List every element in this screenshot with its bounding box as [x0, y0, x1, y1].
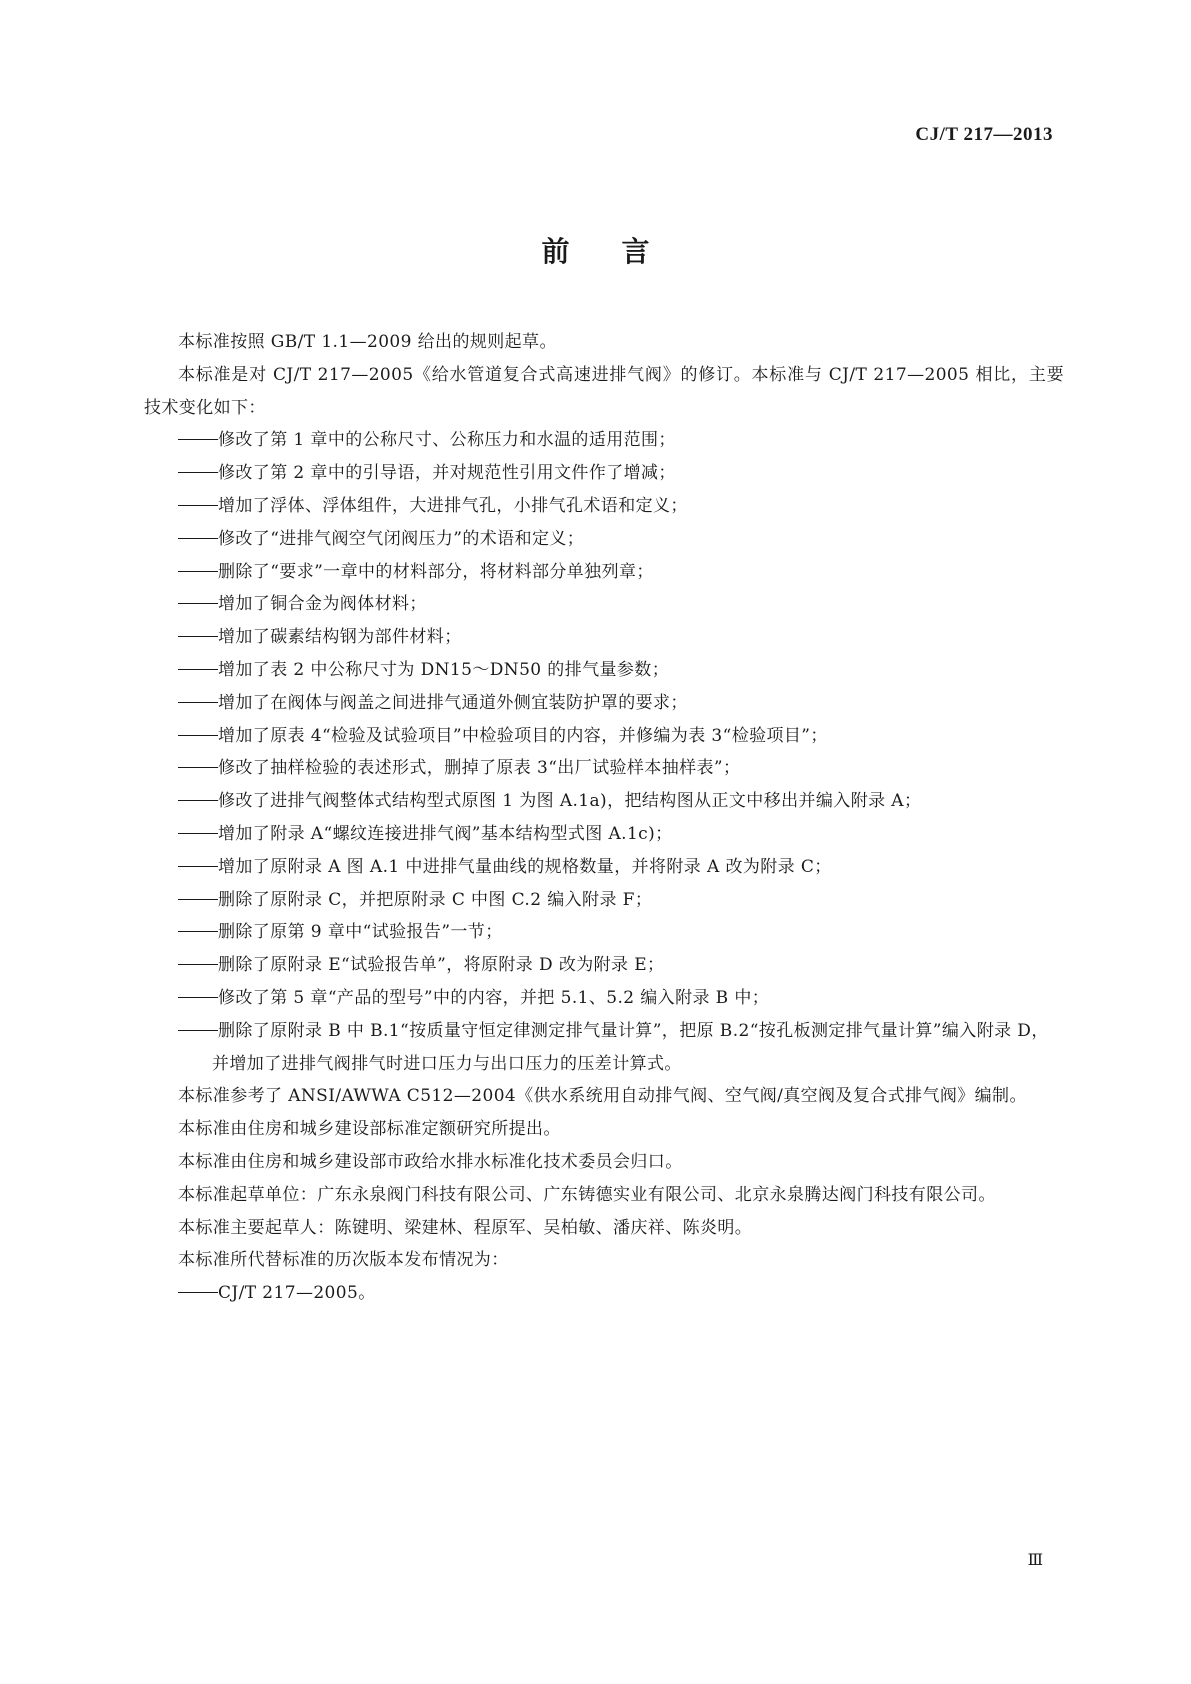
list-item-text: 增加了表 2 中公称尺寸为 DN15～DN50 的排气量参数；: [218, 659, 670, 680]
paragraph: 本标准参考了 ANSI/AWWA C512—2004《供水系统用自动排气阀、空气阀/真空阀及复合式排气阀》编制。: [178, 1086, 1027, 1107]
list-item: [144, 687, 1064, 720]
list-item-text: 删除了原附录 C，并把原附录 C 中图 C.2 编入附录 F；: [218, 889, 653, 910]
dash-bullet: [178, 669, 218, 670]
dash-bullet: [178, 472, 218, 473]
dash-bullet: [178, 1292, 218, 1293]
dash-bullet: [178, 702, 218, 703]
foreword-body: [144, 326, 1064, 1310]
dash-bullet: [178, 603, 218, 604]
list-item: [144, 720, 1064, 753]
list-item: [144, 556, 1064, 589]
list-item: [144, 949, 1064, 982]
list-item-text: 修改了第 2 章中的引导语，并对规范性引用文件作了增减；: [218, 463, 676, 484]
paragraph: 本标准由住房和城乡建设部市政给水排水标准化技术委员会归口。: [178, 1151, 683, 1172]
dash-bullet: [178, 439, 218, 440]
list-item-text: 删除了原第 9 章中“试验报告”一节；: [218, 922, 503, 943]
list-item: [144, 752, 1064, 785]
dash-bullet: [178, 866, 218, 867]
dash-bullet: [178, 800, 218, 801]
list-item: [144, 457, 1064, 490]
list-item: [144, 424, 1064, 457]
list-item: [144, 884, 1064, 917]
list-item: [144, 1277, 1064, 1310]
list-item: [144, 588, 1064, 621]
list-item-text: 删除了“要求”一章中的材料部分，将材料部分单独列章；: [218, 561, 654, 582]
dash-bullet: [178, 964, 218, 965]
list-item: [144, 916, 1064, 949]
list-item-text: CJ/T 217—2005。: [218, 1283, 376, 1304]
list-item-text: 删除了原附录 E“试验报告单”，将原附录 D 改为附录 E；: [218, 955, 665, 976]
list-item-text: 增加了铜合金为阀体材料；: [218, 594, 427, 615]
list-item: [144, 785, 1064, 818]
list-item-text: 增加了原表 4“检验及试验项目”中检验项目的内容，并修编为表 3“检验项目”；: [218, 725, 828, 746]
dash-bullet: [178, 997, 218, 998]
paragraph: 本标准起草单位：广东永泉阀门科技有限公司、广东铸德实业有限公司、北京永泉腾达阀门科技有限公司。: [178, 1184, 996, 1205]
paragraph: 本标准所代替标准的历次版本发布情况为：: [178, 1250, 509, 1271]
list-item-text: 增加了原附录 A 图 A.1 中进排气量曲线的规格数量，并将附录 A 改为附录 C；: [218, 856, 832, 877]
page-title: 前言: [541, 235, 702, 268]
paragraph: 本标准由住房和城乡建设部标准定额研究所提出。: [178, 1119, 561, 1140]
dash-bullet: [178, 538, 218, 539]
list-item: [144, 1015, 1064, 1081]
paragraph: 本标准是对 CJ/T 217—2005《给水管道复合式高速进排气阀》的修订。本标准与 CJ/T 217—2005 相比，主要技术变化如下：: [144, 364, 1064, 418]
list-item: [144, 621, 1064, 654]
paragraph: 本标准按照 GB/T 1.1—2009 给出的规则起草。: [178, 332, 557, 352]
paragraph: 本标准主要起草人：陈键明、梁建林、程原军、吴柏敏、潘庆祥、陈炎明。: [178, 1217, 753, 1238]
dash-bullet: [178, 505, 218, 506]
list-item: [144, 818, 1064, 851]
list-item: [144, 851, 1064, 884]
dash-bullet: [178, 735, 218, 736]
dash-bullet: [178, 833, 218, 834]
list-item-text: 修改了进排气阀整体式结构型式原图 1 为图 A.1a)，把结构图从正文中移出并编入附录 A；: [218, 791, 922, 812]
page-number: Ⅲ: [1027, 1552, 1043, 1569]
list-item-text: 增加了附录 A“螺纹连接进排气阀”基本结构型式图 A.1c)；: [218, 823, 673, 844]
dash-bullet: [178, 571, 218, 572]
list-item-text: 修改了“进排气阀空气闭阀压力”的术语和定义；: [218, 528, 585, 549]
list-item: [144, 490, 1064, 523]
list-item: [144, 982, 1064, 1015]
list-item: [144, 523, 1064, 556]
list-item-text: 删除了原附录 B 中 B.1“按质量守恒定律测定排气量计算”，把原 B.2“按孔板测定排气量计算”编入附录 D，并增加了进排气阀排气时进口压力与出口压力的压差计算式。: [212, 1020, 1049, 1074]
list-item-text: 修改了第 5 章“产品的型号”中的内容，并把 5.1、5.2 编入附录 B 中；: [218, 987, 770, 1008]
list-item: [144, 654, 1064, 687]
dash-bullet: [178, 1030, 218, 1031]
dash-bullet: [178, 636, 218, 637]
list-item-text: 增加了在阀体与阀盖之间进排气通道外侧宜装防护罩的要求；: [218, 692, 688, 713]
dash-bullet: [178, 767, 218, 768]
dash-bullet: [178, 899, 218, 900]
list-item-text: 增加了碳素结构钢为部件材料；: [218, 627, 462, 648]
dash-bullet: [178, 931, 218, 932]
list-item-text: 修改了抽样检验的表述形式，删掉了原表 3“出厂试验样本抽样表”；: [218, 758, 741, 779]
list-item-text: 修改了第 1 章中的公称尺寸、公称压力和水温的适用范围；: [218, 430, 676, 451]
standard-code: CJ/T 217—2013: [915, 124, 1053, 145]
list-item-text: 增加了浮体、浮体组件，大进排气孔，小排气孔术语和定义；: [218, 495, 688, 516]
